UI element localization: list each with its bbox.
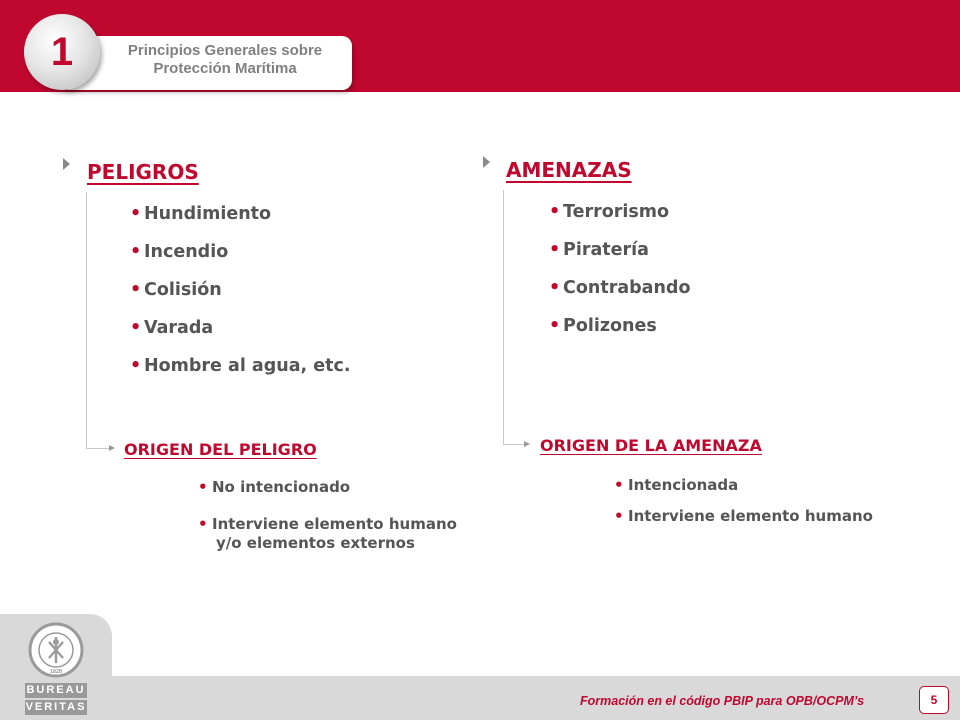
section-title-line1: Principios Generales sobre xyxy=(127,42,323,59)
bullet-icon: • xyxy=(198,478,208,496)
list-item: • Contrabando xyxy=(549,278,691,298)
connector-line xyxy=(86,192,87,448)
list-item: • Terrorismo xyxy=(549,202,670,222)
list-item: • Polizones xyxy=(549,316,657,336)
bullet-icon: • xyxy=(198,515,208,533)
amenazas-heading: AMENAZAS xyxy=(506,158,632,182)
connector-line xyxy=(503,190,504,444)
peligros-list xyxy=(130,203,351,393)
arrow-tip-icon xyxy=(524,441,530,447)
list-item: • Piratería xyxy=(549,240,649,260)
amenazas-list xyxy=(549,201,690,353)
list-item: • Varada xyxy=(130,318,214,338)
bullet-icon: • xyxy=(130,204,142,224)
bullet-icon: • xyxy=(614,507,624,525)
origen-peligro-list xyxy=(198,478,457,553)
origen-amenaza-list xyxy=(614,476,873,526)
bullet-icon: • xyxy=(130,242,142,262)
list-item-continuation: y/o elementos externos xyxy=(216,534,415,552)
arrow-tip-icon xyxy=(109,445,115,451)
bullet-icon: • xyxy=(130,318,142,338)
list-item: • Hombre al agua, etc. xyxy=(130,356,351,376)
bureau-veritas-seal-icon xyxy=(28,620,84,680)
origen-peligro-heading: ORIGEN DEL PELIGRO xyxy=(124,440,317,459)
bullet-icon: • xyxy=(130,356,142,376)
list-item: • Colisión xyxy=(130,280,222,300)
bullet-icon: • xyxy=(549,240,561,260)
bullet-icon: • xyxy=(614,476,624,494)
list-item: • No intencionado xyxy=(198,478,351,496)
list-item: • Hundimiento xyxy=(130,204,272,224)
logo-word-veritas: VERITAS xyxy=(25,701,87,713)
section-title-line2: Protección Marítima xyxy=(153,60,297,77)
list-item: • Interviene elemento humano xyxy=(198,515,457,533)
bullet-icon: • xyxy=(549,278,561,298)
peligros-heading: PELIGROS xyxy=(87,160,199,184)
origen-amenaza-heading: ORIGEN DE LA AMENAZA xyxy=(540,436,762,455)
bullet-icon: • xyxy=(549,316,561,336)
triangle-bullet-icon xyxy=(63,158,70,170)
list-item: • Interviene elemento humano xyxy=(614,507,873,525)
section-number: 1 xyxy=(50,30,74,74)
list-item: • Incendio xyxy=(130,242,229,262)
course-title: Formación en el código PBIP para OPB/OCPM’s xyxy=(580,694,865,708)
bullet-icon: • xyxy=(549,202,561,222)
list-item: • Intencionada xyxy=(614,476,739,494)
section-title xyxy=(100,42,350,78)
bullet-icon: • xyxy=(130,280,142,300)
triangle-bullet-icon xyxy=(483,156,490,168)
logo-year: 1828 xyxy=(49,669,63,675)
logo-word-bureau: BUREAU xyxy=(26,684,86,696)
page-number: 5 xyxy=(919,686,949,714)
